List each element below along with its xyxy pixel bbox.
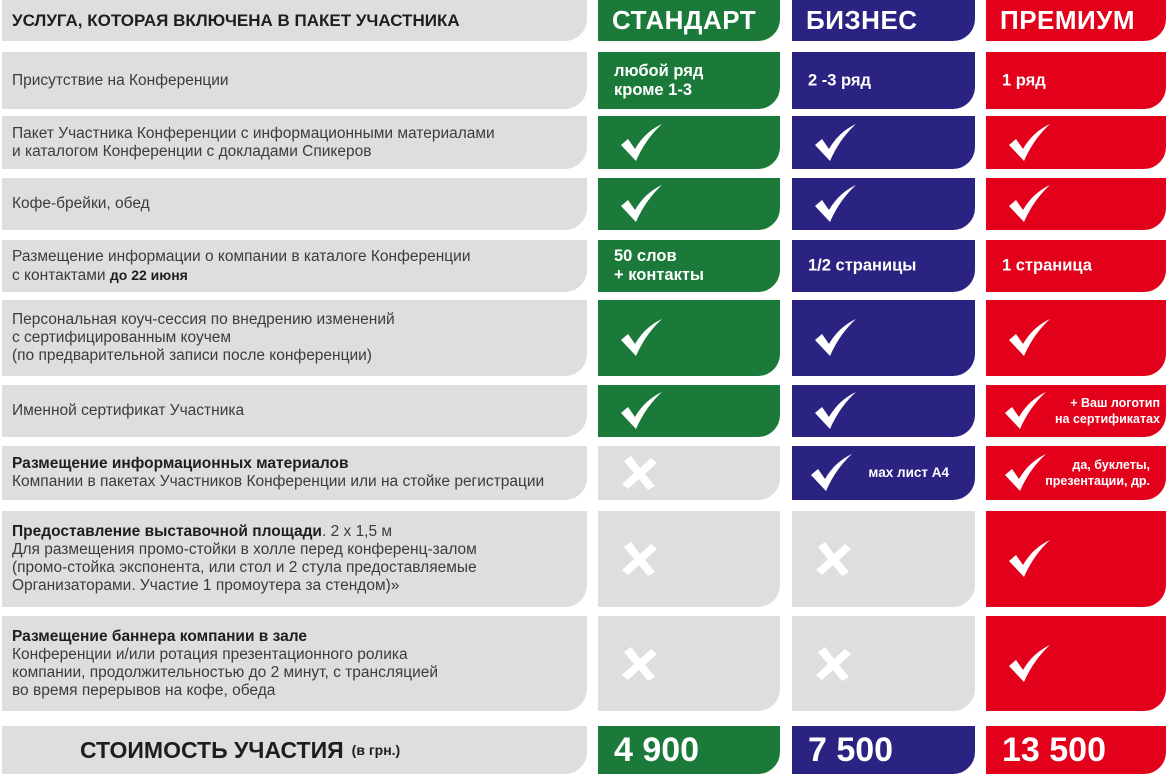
price-label — [2, 726, 587, 774]
service-text: Компании в пакетах Участников Конференции или на стойке регистрации — [12, 473, 545, 490]
row-exhibition-business — [792, 511, 975, 607]
row-coffee-premium — [986, 178, 1166, 230]
price-standard — [598, 726, 780, 774]
header-premium — [986, 0, 1166, 41]
row-certificate-business — [792, 385, 975, 437]
premium-value: 1 ряд — [1002, 71, 1046, 89]
row-catalog-business — [792, 240, 975, 292]
row-catalog-service — [2, 240, 587, 292]
row-coaching-premium — [986, 300, 1166, 376]
business-value: 1/2 страницы — [808, 256, 917, 275]
check-icon — [812, 391, 858, 431]
service-text: Для размещения промо-стойки в холле перед конференц-залом — [12, 541, 477, 558]
service-text: (промо-стойка экспонента, или стол и 2 стула предоставляемые — [12, 559, 477, 576]
row-banner-business — [792, 616, 975, 711]
premium-note — [1055, 395, 1160, 427]
row-catalog-premium — [986, 240, 1166, 292]
service-text: Именной сертификат Участника — [12, 402, 245, 419]
row-catalog-standard — [598, 240, 780, 292]
cross-icon — [620, 646, 660, 682]
check-icon — [618, 318, 664, 358]
price-standard-value: 4 900 — [614, 730, 700, 769]
header-service-label: УСЛУГА, КОТОРАЯ ВКЛЮЧЕНА В ПАКЕТ УЧАСТНИКА — [12, 10, 460, 30]
row-certificate-standard — [598, 385, 780, 437]
check-icon — [1006, 539, 1052, 579]
row-participant-pack-service — [2, 116, 587, 169]
service-title-line — [12, 523, 577, 541]
value-line: + контакты — [614, 266, 704, 284]
service-text: и каталогом Конференции с докладами Спикеров — [12, 142, 372, 160]
cross-icon — [620, 455, 660, 491]
check-icon — [618, 123, 664, 163]
value-line: кроме 1-3 — [614, 80, 693, 99]
standard-value — [614, 247, 704, 285]
service-title: Предоставление выставочной площади — [12, 523, 322, 540]
check-icon — [812, 123, 858, 163]
row-coffee-service — [2, 178, 587, 230]
note-line: + Ваш логотип — [1070, 396, 1160, 410]
service-text: Присутствие на Конференции — [12, 71, 229, 89]
service-text: Организаторами. Участие 1 промоутера за стендом)» — [12, 577, 400, 594]
header-business-label: БИЗНЕС — [806, 5, 918, 35]
service-text: Пакет Участника Конференции с информационными материалами — [12, 124, 495, 142]
row-materials-service — [2, 446, 587, 500]
check-icon — [1006, 318, 1052, 358]
service-title: Размещение информационных материалов — [12, 455, 349, 472]
row-certificate-service — [2, 385, 587, 437]
row-exhibition-standard — [598, 511, 780, 607]
row-banner-service — [2, 616, 587, 711]
row-attendance-service — [2, 52, 587, 109]
cross-icon — [620, 541, 660, 577]
row-participant-pack-business — [792, 116, 975, 169]
check-icon — [1006, 123, 1052, 163]
check-icon — [812, 184, 858, 224]
row-coaching-standard — [598, 300, 780, 376]
row-participant-pack-standard — [598, 116, 780, 169]
row-banner-premium — [986, 616, 1166, 711]
row-coaching-business — [792, 300, 975, 376]
header-premium-label: ПРЕМИУМ — [1000, 5, 1136, 35]
service-text: Конференции и/или ротация презентационного ролика — [12, 645, 408, 663]
service-title-suffix: . 2 х 1,5 м — [321, 523, 393, 540]
service-text: компании, продолжительностью до 2 минут, с трансляцией — [12, 663, 439, 681]
price-business-value: 7 500 — [808, 730, 894, 769]
business-note: мах лист А4 — [868, 465, 949, 480]
standard-value — [614, 62, 703, 100]
service-text: Кофе-брейки, обед — [12, 195, 150, 212]
row-attendance-standard — [598, 52, 780, 109]
row-materials-business — [792, 446, 975, 500]
service-text-line — [12, 266, 577, 285]
price-unit: (в грн.) — [351, 742, 401, 758]
premium-value: 1 страница — [1002, 256, 1092, 275]
row-exhibition-premium — [986, 511, 1166, 607]
price-premium — [986, 726, 1166, 774]
row-coaching-service — [2, 300, 587, 376]
row-materials-standard — [598, 446, 780, 500]
price-business — [792, 726, 975, 774]
value-line: любой ряд — [614, 61, 704, 80]
row-coffee-business — [792, 178, 975, 230]
premium-note — [1045, 457, 1150, 489]
service-text: с сертифицированным коучем — [12, 329, 232, 346]
row-attendance-premium — [986, 52, 1166, 109]
value-line: 50 слов — [614, 247, 677, 265]
service-text: Размещение информации о компании в каталоге Конференции — [12, 247, 471, 265]
row-banner-standard — [598, 616, 780, 711]
service-text-prefix: с контактами — [12, 266, 110, 284]
check-icon — [1002, 453, 1048, 493]
deadline-text: до 22 июня — [109, 266, 188, 283]
check-icon — [1006, 184, 1052, 224]
cross-icon — [814, 541, 854, 577]
note-line: да, буклеты, — [1072, 458, 1150, 472]
service-text: во время перерывов на кофе, обеда — [12, 681, 276, 699]
header-service — [2, 0, 587, 41]
service-text: Персональная коуч-сессия по внедрению изменений — [12, 311, 395, 328]
row-coffee-standard — [598, 178, 780, 230]
row-exhibition-service — [2, 511, 587, 607]
header-business — [792, 0, 975, 41]
check-icon — [618, 391, 664, 431]
service-text: (по предварительной записи после конференции) — [12, 347, 372, 364]
check-icon — [618, 184, 664, 224]
service-title: Размещение баннера компании в зале — [12, 627, 308, 645]
row-materials-premium — [986, 446, 1166, 500]
check-icon — [1002, 391, 1048, 431]
check-icon — [1006, 644, 1052, 684]
header-standard-label: СТАНДАРТ — [612, 5, 757, 35]
cross-icon — [814, 646, 854, 682]
row-participant-pack-premium — [986, 116, 1166, 169]
row-certificate-premium — [986, 385, 1166, 437]
business-value: 2 -3 ряд — [808, 71, 871, 89]
header-standard — [598, 0, 780, 41]
price-premium-value: 13 500 — [1002, 730, 1106, 769]
row-attendance-business — [792, 52, 975, 109]
check-icon — [808, 453, 854, 493]
note-line: на сертификатах — [1054, 412, 1160, 426]
note-line: презентации, др. — [1045, 474, 1150, 488]
check-icon — [812, 318, 858, 358]
price-label-text: СТОИМОСТЬ УЧАСТИЯ — [80, 736, 344, 763]
